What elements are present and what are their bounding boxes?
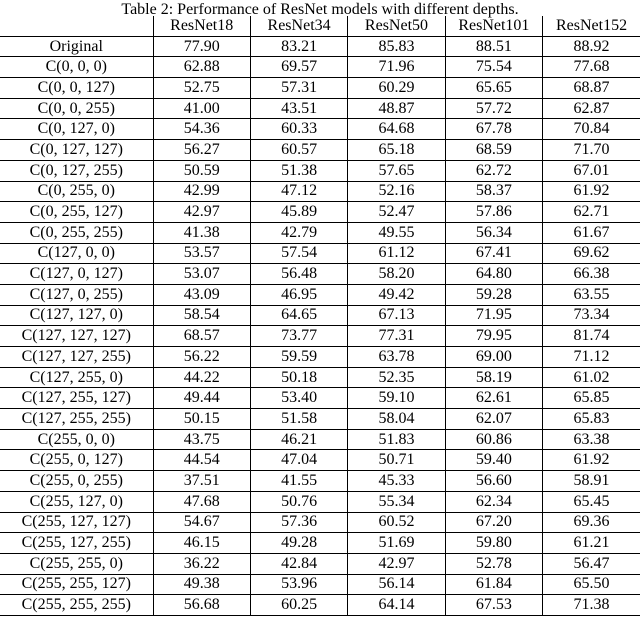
value-cell: 69.36	[543, 512, 640, 533]
row-label: C(0, 127, 127)	[0, 140, 153, 161]
value-cell: 69.57	[250, 57, 347, 78]
value-cell: 50.59	[153, 160, 250, 181]
value-cell: 58.04	[348, 409, 445, 430]
value-cell: 56.22	[153, 347, 250, 368]
value-cell: 88.51	[445, 36, 542, 57]
value-cell: 61.67	[543, 222, 640, 243]
value-cell: 65.45	[543, 491, 640, 512]
table-row	[0, 450, 640, 471]
value-cell: 60.29	[348, 78, 445, 99]
row-label: C(0, 255, 0)	[0, 181, 153, 202]
value-cell: 51.38	[250, 160, 347, 181]
value-cell: 65.50	[543, 574, 640, 595]
header-cell-label	[0, 16, 153, 36]
value-cell: 57.72	[445, 98, 542, 119]
value-cell: 60.57	[250, 140, 347, 161]
value-cell: 69.00	[445, 347, 542, 368]
value-cell: 67.13	[348, 305, 445, 326]
value-cell: 50.76	[250, 491, 347, 512]
row-label: C(127, 255, 255)	[0, 409, 153, 430]
value-cell: 42.99	[153, 181, 250, 202]
header-cell-resnet18: ResNet18	[153, 16, 250, 36]
value-cell: 44.54	[153, 450, 250, 471]
value-cell: 62.72	[445, 160, 542, 181]
value-cell: 57.54	[250, 243, 347, 264]
table-row	[0, 57, 640, 78]
value-cell: 65.18	[348, 140, 445, 161]
row-label: C(127, 127, 255)	[0, 347, 153, 368]
value-cell: 47.12	[250, 181, 347, 202]
value-cell: 57.36	[250, 512, 347, 533]
table-row	[0, 471, 640, 492]
row-label: C(255, 0, 255)	[0, 471, 153, 492]
value-cell: 62.87	[543, 98, 640, 119]
value-cell: 56.34	[445, 222, 542, 243]
table-header-row	[0, 16, 640, 36]
value-cell: 42.79	[250, 222, 347, 243]
row-label: C(127, 0, 0)	[0, 243, 153, 264]
value-cell: 71.95	[445, 305, 542, 326]
value-cell: 61.02	[543, 367, 640, 388]
value-cell: 45.33	[348, 471, 445, 492]
table-row	[0, 243, 640, 264]
value-cell: 46.95	[250, 284, 347, 305]
value-cell: 67.01	[543, 160, 640, 181]
table-row	[0, 512, 640, 533]
value-cell: 61.21	[543, 533, 640, 554]
value-cell: 58.37	[445, 181, 542, 202]
value-cell: 56.27	[153, 140, 250, 161]
row-label: C(255, 255, 0)	[0, 553, 153, 574]
value-cell: 37.51	[153, 471, 250, 492]
value-cell: 43.51	[250, 98, 347, 119]
value-cell: 64.68	[348, 119, 445, 140]
row-label: C(255, 127, 255)	[0, 533, 153, 554]
value-cell: 58.54	[153, 305, 250, 326]
value-cell: 54.36	[153, 119, 250, 140]
value-cell: 57.31	[250, 78, 347, 99]
table-row	[0, 181, 640, 202]
table-row	[0, 98, 640, 119]
value-cell: 67.78	[445, 119, 542, 140]
value-cell: 49.28	[250, 533, 347, 554]
value-cell: 88.92	[543, 36, 640, 57]
table-row	[0, 160, 640, 181]
value-cell: 62.88	[153, 57, 250, 78]
value-cell: 52.78	[445, 553, 542, 574]
value-cell: 63.78	[348, 347, 445, 368]
row-label: C(255, 255, 127)	[0, 574, 153, 595]
value-cell: 61.92	[543, 181, 640, 202]
table-row	[0, 347, 640, 368]
table-row	[0, 284, 640, 305]
value-cell: 46.15	[153, 533, 250, 554]
header-cell-resnet101: ResNet101	[445, 16, 542, 36]
value-cell: 46.21	[250, 429, 347, 450]
value-cell: 47.68	[153, 491, 250, 512]
value-cell: 59.10	[348, 388, 445, 409]
value-cell: 62.61	[445, 388, 542, 409]
table-caption: Table 2: Performance of ResNet models with different depths.	[121, 1, 519, 18]
row-label: C(127, 255, 0)	[0, 367, 153, 388]
value-cell: 68.59	[445, 140, 542, 161]
table-body	[0, 36, 640, 615]
row-label: C(0, 127, 0)	[0, 119, 153, 140]
value-cell: 68.57	[153, 326, 250, 347]
value-cell: 52.47	[348, 202, 445, 223]
value-cell: 63.38	[543, 429, 640, 450]
row-label: C(0, 0, 255)	[0, 98, 153, 119]
value-cell: 79.95	[445, 326, 542, 347]
table-row	[0, 574, 640, 595]
table-row	[0, 222, 640, 243]
header-cell-resnet34: ResNet34	[250, 16, 347, 36]
table-row	[0, 36, 640, 57]
table-row	[0, 409, 640, 430]
value-cell: 61.92	[543, 450, 640, 471]
value-cell: 61.12	[348, 243, 445, 264]
value-cell: 60.86	[445, 429, 542, 450]
value-cell: 68.87	[543, 78, 640, 99]
value-cell: 50.15	[153, 409, 250, 430]
value-cell: 48.87	[348, 98, 445, 119]
value-cell: 64.65	[250, 305, 347, 326]
row-label: Original	[0, 36, 153, 57]
value-cell: 45.89	[250, 202, 347, 223]
value-cell: 49.55	[348, 222, 445, 243]
value-cell: 61.84	[445, 574, 542, 595]
row-label: C(255, 255, 255)	[0, 595, 153, 616]
value-cell: 59.40	[445, 450, 542, 471]
row-label: C(127, 0, 127)	[0, 264, 153, 285]
value-cell: 62.34	[445, 491, 542, 512]
value-cell: 49.38	[153, 574, 250, 595]
value-cell: 56.60	[445, 471, 542, 492]
value-cell: 47.04	[250, 450, 347, 471]
value-cell: 41.00	[153, 98, 250, 119]
value-cell: 43.09	[153, 284, 250, 305]
value-cell: 71.12	[543, 347, 640, 368]
value-cell: 44.22	[153, 367, 250, 388]
value-cell: 67.20	[445, 512, 542, 533]
table-row	[0, 264, 640, 285]
value-cell: 43.75	[153, 429, 250, 450]
value-cell: 67.53	[445, 595, 542, 616]
value-cell: 56.14	[348, 574, 445, 595]
table-row	[0, 367, 640, 388]
table-row	[0, 119, 640, 140]
value-cell: 50.71	[348, 450, 445, 471]
value-cell: 58.91	[543, 471, 640, 492]
value-cell: 77.31	[348, 326, 445, 347]
value-cell: 42.97	[348, 553, 445, 574]
row-label: C(127, 127, 0)	[0, 305, 153, 326]
value-cell: 66.38	[543, 264, 640, 285]
table-row	[0, 553, 640, 574]
value-cell: 51.58	[250, 409, 347, 430]
value-cell: 69.62	[543, 243, 640, 264]
value-cell: 57.86	[445, 202, 542, 223]
value-cell: 62.07	[445, 409, 542, 430]
row-label: C(255, 127, 127)	[0, 512, 153, 533]
value-cell: 53.96	[250, 574, 347, 595]
value-cell: 65.65	[445, 78, 542, 99]
row-label: C(0, 255, 255)	[0, 222, 153, 243]
value-cell: 60.52	[348, 512, 445, 533]
value-cell: 57.65	[348, 160, 445, 181]
value-cell: 67.41	[445, 243, 542, 264]
value-cell: 51.69	[348, 533, 445, 554]
table-row	[0, 388, 640, 409]
value-cell: 59.80	[445, 533, 542, 554]
row-label: C(255, 127, 0)	[0, 491, 153, 512]
table-row	[0, 326, 640, 347]
value-cell: 53.57	[153, 243, 250, 264]
table-row	[0, 533, 640, 554]
value-cell: 64.14	[348, 595, 445, 616]
value-cell: 71.70	[543, 140, 640, 161]
value-cell: 53.40	[250, 388, 347, 409]
table-row	[0, 140, 640, 161]
row-label: C(0, 127, 255)	[0, 160, 153, 181]
value-cell: 52.35	[348, 367, 445, 388]
resnet-results-table	[0, 16, 640, 616]
row-label: C(255, 0, 127)	[0, 450, 153, 471]
value-cell: 73.77	[250, 326, 347, 347]
table-row	[0, 202, 640, 223]
value-cell: 42.84	[250, 553, 347, 574]
value-cell: 71.96	[348, 57, 445, 78]
value-cell: 49.42	[348, 284, 445, 305]
header-cell-resnet152: ResNet152	[543, 16, 640, 36]
value-cell: 51.83	[348, 429, 445, 450]
value-cell: 65.83	[543, 409, 640, 430]
value-cell: 53.07	[153, 264, 250, 285]
value-cell: 58.20	[348, 264, 445, 285]
row-label: C(127, 255, 127)	[0, 388, 153, 409]
row-label: C(0, 0, 0)	[0, 57, 153, 78]
value-cell: 54.67	[153, 512, 250, 533]
value-cell: 41.55	[250, 471, 347, 492]
table-row	[0, 491, 640, 512]
table-row	[0, 305, 640, 326]
value-cell: 49.44	[153, 388, 250, 409]
value-cell: 59.28	[445, 284, 542, 305]
header-cell-resnet50: ResNet50	[348, 16, 445, 36]
value-cell: 60.25	[250, 595, 347, 616]
table-row	[0, 595, 640, 616]
value-cell: 56.68	[153, 595, 250, 616]
value-cell: 81.74	[543, 326, 640, 347]
row-label: C(127, 0, 255)	[0, 284, 153, 305]
table-row	[0, 429, 640, 450]
value-cell: 59.59	[250, 347, 347, 368]
value-cell: 50.18	[250, 367, 347, 388]
value-cell: 55.34	[348, 491, 445, 512]
value-cell: 52.16	[348, 181, 445, 202]
value-cell: 64.80	[445, 264, 542, 285]
row-label: C(255, 0, 0)	[0, 429, 153, 450]
row-label: C(0, 0, 127)	[0, 78, 153, 99]
value-cell: 41.38	[153, 222, 250, 243]
row-label: C(127, 127, 127)	[0, 326, 153, 347]
value-cell: 83.21	[250, 36, 347, 57]
value-cell: 42.97	[153, 202, 250, 223]
value-cell: 62.71	[543, 202, 640, 223]
value-cell: 58.19	[445, 367, 542, 388]
value-cell: 73.34	[543, 305, 640, 326]
value-cell: 70.84	[543, 119, 640, 140]
value-cell: 85.83	[348, 36, 445, 57]
value-cell: 60.33	[250, 119, 347, 140]
table-row	[0, 78, 640, 99]
value-cell: 71.38	[543, 595, 640, 616]
value-cell: 52.75	[153, 78, 250, 99]
row-label: C(0, 255, 127)	[0, 202, 153, 223]
value-cell: 63.55	[543, 284, 640, 305]
value-cell: 65.85	[543, 388, 640, 409]
value-cell: 77.68	[543, 57, 640, 78]
value-cell: 75.54	[445, 57, 542, 78]
value-cell: 56.47	[543, 553, 640, 574]
value-cell: 77.90	[153, 36, 250, 57]
value-cell: 56.48	[250, 264, 347, 285]
value-cell: 36.22	[153, 553, 250, 574]
